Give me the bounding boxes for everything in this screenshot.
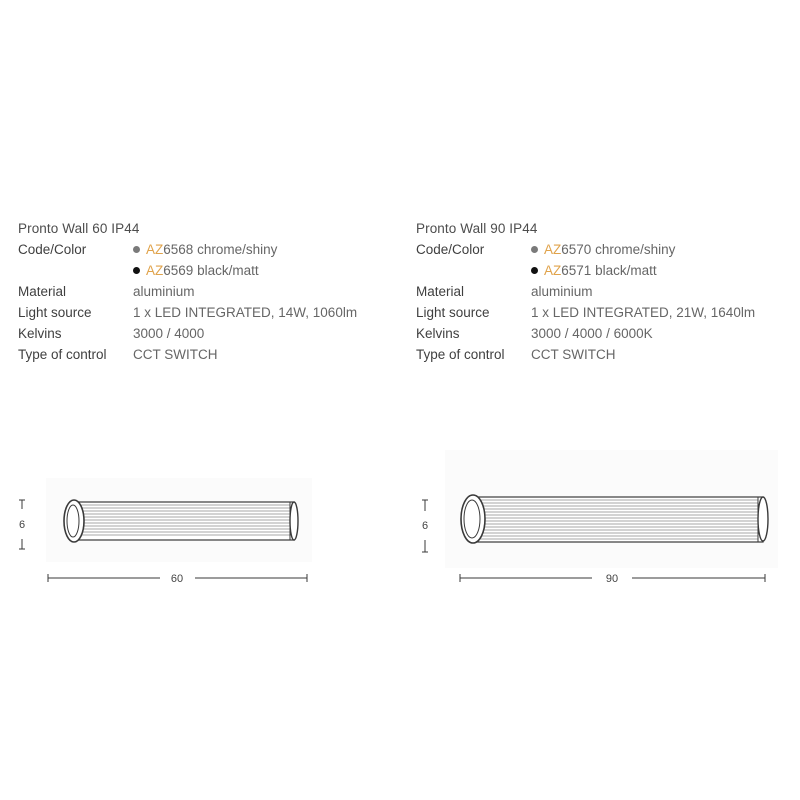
width-label-60: 60 [170,573,184,585]
height-label-60: 6 [18,519,26,531]
product-title: Pronto Wall 60 IP44 [18,221,140,236]
code-finish: black/matt [193,263,259,278]
code-finish: black/matt [591,263,657,278]
spec-label: Kelvins [416,326,460,341]
spec-value: aluminium [133,284,195,299]
lamp-drawing-90 [422,495,768,582]
spec-label: Material [416,284,465,299]
product-title: Pronto Wall 90 IP44 [416,221,538,236]
spec-value: aluminium [531,284,593,299]
code-prefix: AZ [146,263,164,278]
code-finish: chrome/shiny [591,242,676,257]
spec-value: 1 x LED INTEGRATED, 14W, 1060lm [133,305,358,320]
lamp-body-90 [461,495,768,543]
lamp-body-60 [64,500,298,542]
code-number: 6568 [163,242,194,257]
code-number: 6571 [561,263,592,278]
spec-value: 3000 / 4000 / 6000K [531,326,653,341]
spec-value: 3000 / 4000 [133,326,205,341]
width-label-90: 90 [605,573,619,585]
code-prefix: AZ [146,242,164,257]
spec-label: Kelvins [18,326,62,341]
spec-label: Code/Color [18,242,87,257]
code-number: 6570 [561,242,592,257]
spec-value: CCT SWITCH [531,347,616,362]
code-prefix: AZ [544,242,562,257]
code-prefix: AZ [544,263,562,278]
code-finish: chrome/shiny [193,242,278,257]
height-label-90: 6 [421,520,429,532]
spec-label: Material [18,284,67,299]
spec-value: 1 x LED INTEGRATED, 21W, 1640lm [531,305,756,320]
spec-label: Light source [18,305,92,320]
spec-value: CCT SWITCH [133,347,218,362]
spec-label: Code/Color [416,242,485,257]
spec-label: Type of control [416,347,505,362]
code-number: 6569 [163,263,194,278]
spec-label: Light source [416,305,490,320]
spec-label: Type of control [18,347,107,362]
